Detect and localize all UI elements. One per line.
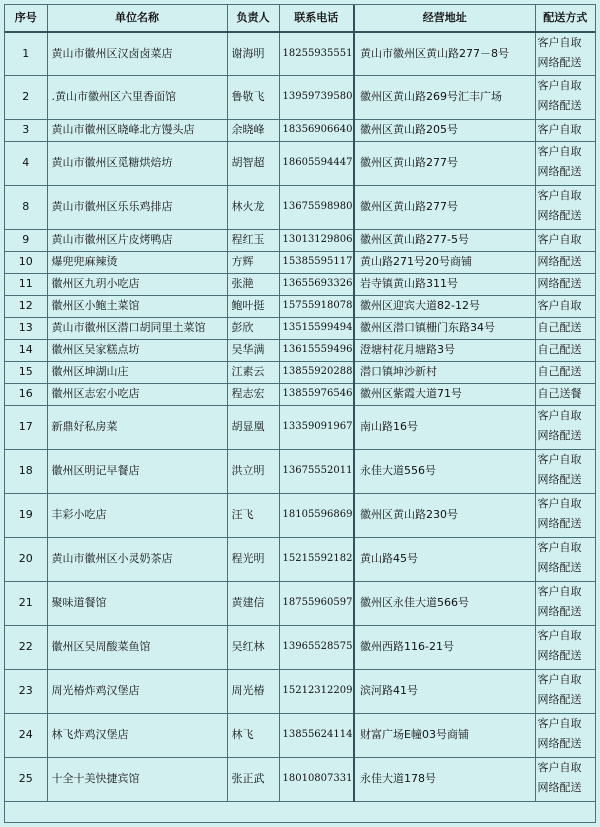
business-address: 徽州区黄山路277-5号 (354, 229, 535, 251)
delivery-method (535, 229, 595, 251)
business-address: 徽州区黄山路277号 (354, 141, 535, 185)
contact-phone: 13359091967 (279, 405, 354, 449)
contact-person: 洪立明 (227, 449, 279, 493)
contact-phone: 13675552011 (279, 449, 354, 493)
delivery-method (535, 713, 595, 757)
delivery-method (535, 119, 595, 141)
table-row (5, 317, 595, 339)
business-address: 徽州区迎宾大道82-12号 (354, 295, 535, 317)
row-number: 10 (5, 251, 47, 273)
table-row (5, 405, 595, 449)
contact-person: 江素云 (227, 361, 279, 383)
delivery-method (535, 317, 595, 339)
delivery-method-item: 客户自取 (537, 452, 582, 466)
delivery-method (535, 757, 595, 801)
row-number: 2 (5, 75, 47, 119)
header-address: 经营地址 (354, 5, 535, 32)
row-number: 12 (5, 295, 47, 317)
header-row (5, 5, 595, 32)
business-name: 徽州区小鲍土菜馆 (47, 295, 227, 317)
business-address: 徽州区黄山路277号 (354, 185, 535, 229)
business-name: 黄山市徽州区觅糖烘焙坊 (47, 141, 227, 185)
table-row (5, 383, 595, 405)
delivery-method (535, 405, 595, 449)
row-number: 14 (5, 339, 47, 361)
contact-phone: 13855624114 (279, 713, 354, 757)
row-number: 13 (5, 317, 47, 339)
table-row (5, 493, 595, 537)
contact-phone: 18356906640 (279, 119, 354, 141)
business-address: 岩寺镇黄山路311号 (354, 273, 535, 295)
delivery-method (535, 295, 595, 317)
table-row (5, 229, 595, 251)
delivery-method-item: 客户自取 (537, 496, 582, 510)
business-name: 丰彩小吃店 (47, 493, 227, 537)
food-business-list-table (4, 4, 596, 823)
table-row (5, 537, 595, 581)
contact-phone: 15755918078 (279, 295, 354, 317)
delivery-method (535, 625, 595, 669)
delivery-method-item: 网络配送 (537, 780, 582, 794)
delivery-method-item: 网络配送 (537, 692, 582, 706)
contact-person: 林飞 (227, 713, 279, 757)
table-row (5, 669, 595, 713)
delivery-method-item: 客户自取 (537, 540, 582, 554)
delivery-method-item: 网络配送 (537, 164, 582, 178)
delivery-method (535, 383, 595, 405)
business-name: 新鼎好私房菜 (47, 405, 227, 449)
contact-person: 彭欣 (227, 317, 279, 339)
contact-phone: 13965528575 (279, 625, 354, 669)
delivery-method-item: 网络配送 (537, 254, 582, 268)
table-row (5, 251, 595, 273)
header-delivery: 配送方式 (535, 5, 595, 32)
business-name: 黄山市徽州区汉卤卤菜店 (47, 32, 227, 75)
contact-person: 鲍叶挺 (227, 295, 279, 317)
business-address: 滨河路41号 (354, 669, 535, 713)
header-no: 序号 (5, 5, 47, 32)
contact-person: 张滟 (227, 273, 279, 295)
business-name: 徽州区吴周酸菜鱼馆 (47, 625, 227, 669)
business-name: 爆兜兜麻辣烫 (47, 251, 227, 273)
delivery-method-item: 客户自取 (537, 122, 582, 136)
business-name: 徽州区志宏小吃店 (47, 383, 227, 405)
delivery-method-item: 网络配送 (537, 472, 582, 486)
data-table (5, 5, 595, 802)
business-address: 徽州区潜口镇栅门东路34号 (354, 317, 535, 339)
contact-person: 胡显凰 (227, 405, 279, 449)
business-address: 徽州西路116-21号 (354, 625, 535, 669)
row-number: 23 (5, 669, 47, 713)
business-name: 聚味道餐馆 (47, 581, 227, 625)
contact-person: 黄建信 (227, 581, 279, 625)
delivery-method-item: 自己配送 (537, 364, 582, 378)
delivery-method (535, 32, 595, 75)
business-address: 徽州区黄山路205号 (354, 119, 535, 141)
business-name: 十全十美快捷宾馆 (47, 757, 227, 801)
delivery-method-item: 客户自取 (537, 36, 582, 49)
contact-person: 鲁敬飞 (227, 75, 279, 119)
contact-phone: 13855976546 (279, 383, 354, 405)
business-address: 徽州区永佳大道566号 (354, 581, 535, 625)
contact-person: 吴红林 (227, 625, 279, 669)
delivery-method-item: 自己送餐 (537, 386, 582, 400)
business-address: 徽州区黄山路230号 (354, 493, 535, 537)
table-row (5, 581, 595, 625)
contact-person: 汪飞 (227, 493, 279, 537)
business-address: 澄塘村花月塘路3号 (354, 339, 535, 361)
delivery-method (535, 75, 595, 119)
row-number: 21 (5, 581, 47, 625)
business-name: 徽州区坤湖山庄 (47, 361, 227, 383)
business-address: 黄山市徽州区黄山路277－8号 (354, 32, 535, 75)
contact-phone: 15215592182 (279, 537, 354, 581)
contact-phone: 13615559496 (279, 339, 354, 361)
table-row (5, 757, 595, 801)
row-number: 9 (5, 229, 47, 251)
row-number: 3 (5, 119, 47, 141)
contact-person: 谢海明 (227, 32, 279, 75)
delivery-method-item: 网络配送 (537, 276, 582, 290)
business-address: 黄山路271号20号商铺 (354, 251, 535, 273)
contact-phone: 15385595117 (279, 251, 354, 273)
business-address: 潜口镇坤沙新村 (354, 361, 535, 383)
contact-person: 吴华满 (227, 339, 279, 361)
delivery-method-item: 网络配送 (537, 428, 582, 442)
row-number: 15 (5, 361, 47, 383)
contact-person: 林火龙 (227, 185, 279, 229)
table-body (5, 32, 595, 801)
row-number: 4 (5, 141, 47, 185)
table-row (5, 339, 595, 361)
delivery-method-item: 自己配送 (537, 342, 582, 356)
contact-phone: 18105596869 (279, 493, 354, 537)
table-row (5, 449, 595, 493)
contact-phone: 13855920288 (279, 361, 354, 383)
delivery-method (535, 273, 595, 295)
row-number: 8 (5, 185, 47, 229)
table-row (5, 713, 595, 757)
delivery-method-item: 客户自取 (537, 78, 582, 92)
delivery-method (535, 449, 595, 493)
business-address: 徽州区紫霞大道71号 (354, 383, 535, 405)
business-name: 黄山市徽州区乐乐鸡排店 (47, 185, 227, 229)
business-name: 林飞炸鸡汉堡店 (47, 713, 227, 757)
header-name: 单位名称 (47, 5, 227, 32)
contact-person: 程志宏 (227, 383, 279, 405)
row-number: 20 (5, 537, 47, 581)
row-number: 1 (5, 32, 47, 75)
delivery-method (535, 361, 595, 383)
delivery-method-item: 网络配送 (537, 56, 582, 69)
contact-person: 程光明 (227, 537, 279, 581)
contact-phone: 13675598980 (279, 185, 354, 229)
business-address: 黄山路45号 (354, 537, 535, 581)
contact-phone: 18255935551 (279, 32, 354, 75)
business-address: 永佳大道556号 (354, 449, 535, 493)
delivery-method-item: 客户自取 (537, 298, 582, 312)
delivery-method-item: 客户自取 (537, 188, 582, 202)
contact-phone: 18605594447 (279, 141, 354, 185)
row-number: 24 (5, 713, 47, 757)
delivery-method-item: 网络配送 (537, 604, 582, 618)
delivery-method (535, 669, 595, 713)
delivery-method-item: 自己配送 (537, 320, 582, 334)
delivery-method-item: 网络配送 (537, 736, 582, 750)
contact-person: 胡智超 (227, 141, 279, 185)
business-address: 徽州区黄山路269号汇丰广场 (354, 75, 535, 119)
delivery-method-item: 客户自取 (537, 760, 582, 774)
delivery-method (535, 537, 595, 581)
contact-phone: 13515599494 (279, 317, 354, 339)
delivery-method-item: 网络配送 (537, 648, 582, 662)
delivery-method-item: 客户自取 (537, 716, 582, 730)
table-row (5, 185, 595, 229)
header-phone: 联系电话 (279, 5, 354, 32)
contact-phone: 13013129806 (279, 229, 354, 251)
delivery-method-item: 网络配送 (537, 516, 582, 530)
header-person: 负责人 (227, 5, 279, 32)
table-row (5, 141, 595, 185)
delivery-method (535, 251, 595, 273)
table-row (5, 361, 595, 383)
delivery-method (535, 339, 595, 361)
table-row (5, 295, 595, 317)
delivery-method-item: 客户自取 (537, 232, 582, 246)
contact-person: 周光椿 (227, 669, 279, 713)
contact-person: 方辉 (227, 251, 279, 273)
delivery-method-item: 客户自取 (537, 672, 582, 686)
table-row (5, 273, 595, 295)
contact-person: 张正武 (227, 757, 279, 801)
business-name: 黄山市徽州区晓峰北方馒头店 (47, 119, 227, 141)
contact-person: 程红玉 (227, 229, 279, 251)
business-name: 徽州区九玥小吃店 (47, 273, 227, 295)
delivery-method-item: 客户自取 (537, 408, 582, 422)
business-address: 财富广场E幢03号商铺 (354, 713, 535, 757)
contact-phone: 18010807331 (279, 757, 354, 801)
delivery-method-item: 客户自取 (537, 144, 582, 158)
delivery-method-item: 网络配送 (537, 208, 582, 222)
contact-phone: 18755960597 (279, 581, 354, 625)
row-number: 22 (5, 625, 47, 669)
delivery-method (535, 185, 595, 229)
row-number: 17 (5, 405, 47, 449)
table-row (5, 32, 595, 75)
delivery-method (535, 493, 595, 537)
business-address: 永佳大道178号 (354, 757, 535, 801)
contact-phone: 13959739580 (279, 75, 354, 119)
row-number: 16 (5, 383, 47, 405)
delivery-method-item: 网络配送 (537, 560, 582, 574)
delivery-method (535, 581, 595, 625)
delivery-method (535, 141, 595, 185)
table-row (5, 75, 595, 119)
business-name: 周光椿炸鸡汉堡店 (47, 669, 227, 713)
business-address: 南山路16号 (354, 405, 535, 449)
table-row (5, 119, 595, 141)
row-number: 25 (5, 757, 47, 801)
delivery-method-item: 客户自取 (537, 628, 582, 642)
contact-phone: 13655693326 (279, 273, 354, 295)
row-number: 11 (5, 273, 47, 295)
delivery-method-item: 网络配送 (537, 98, 582, 112)
row-number: 18 (5, 449, 47, 493)
business-name: 黄山市徽州区潜口胡同里土菜馆 (47, 317, 227, 339)
business-name: 徽州区吴家糕点坊 (47, 339, 227, 361)
row-number: 19 (5, 493, 47, 537)
business-name: 徽州区明记早餐店 (47, 449, 227, 493)
business-name: .黄山市徽州区六里香面馆 (47, 75, 227, 119)
contact-phone: 15212312209 (279, 669, 354, 713)
contact-person: 余晓峰 (227, 119, 279, 141)
business-name: 黄山市徽州区小灵奶茶店 (47, 537, 227, 581)
delivery-method-item: 客户自取 (537, 584, 582, 598)
business-name: 黄山市徽州区片皮烤鸭店 (47, 229, 227, 251)
table-row (5, 625, 595, 669)
